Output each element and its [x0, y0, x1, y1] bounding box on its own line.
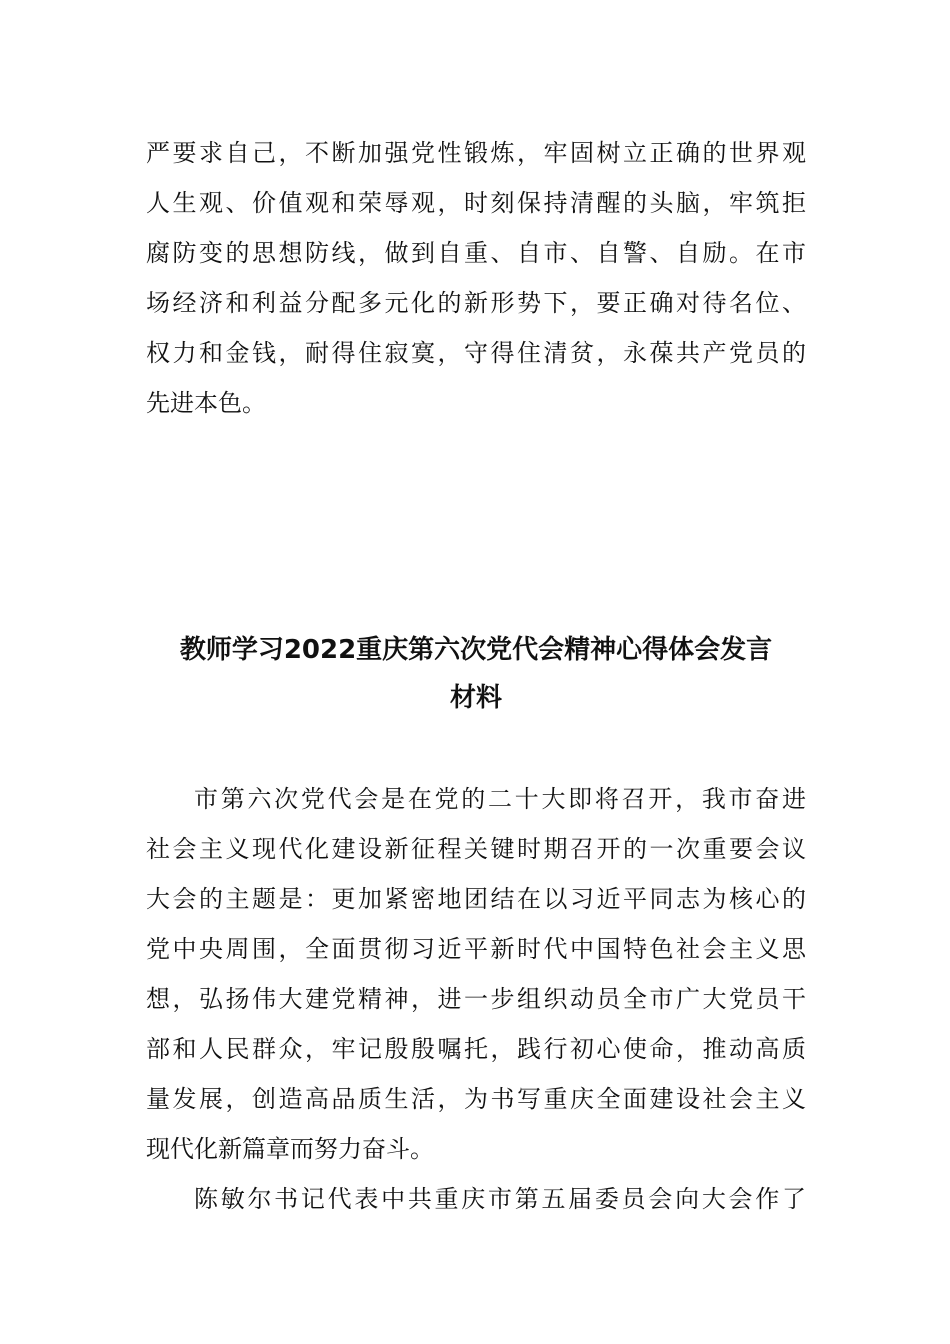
title-line: 教师学习2022重庆第六次党代会精神心得体会发言	[179, 635, 773, 665]
text-line: 量发展，创造高品质生活，为书写重庆全面建设社会主义	[146, 1085, 806, 1113]
text-line: 人生观、价值观和荣辱观，时刻保持清醒的头脑，牢筑拒	[146, 189, 806, 217]
text-line: 部和人民群众，牢记殷殷嘱托，践行初心使命，推动高质	[146, 1035, 806, 1063]
text-line: 党中央周围，全面贯彻习近平新时代中国特色社会主义思	[146, 935, 806, 963]
text-line: 现代化新篇章而努力奋斗。	[146, 1135, 434, 1163]
text-line: 严要求自己，不断加强党性锻炼，牢固树立正确的世界观	[146, 139, 806, 167]
text-line: 想，弘扬伟大建党精神，进一步组织动员全市广大党员干	[146, 985, 806, 1013]
text-line: 场经济和利益分配多元化的新形势下，要正确对待名位、	[146, 289, 806, 317]
text-line: 大会的主题是：更加紧密地团结在以习近平同志为核心的	[146, 885, 806, 913]
text-line: 先进本色。	[146, 389, 266, 417]
text-line: 社会主义现代化建设新征程关键时期召开的一次重要会议	[146, 835, 806, 863]
article-title	[146, 626, 806, 722]
body-text	[146, 774, 806, 1224]
text-line: 腐防变的思想防线，做到自重、自市、自警、自励。在市	[146, 239, 806, 267]
continuation-paragraph	[146, 128, 806, 428]
text-line: 权力和金钱，耐得住寂寞，守得住清贫，永葆共产党员的	[146, 339, 806, 367]
text-line: 市第六次党代会是在党的二十大即将召开，我市奋进	[194, 785, 806, 813]
title-line: 材料	[449, 683, 502, 713]
text-line: 陈敏尔书记代表中共重庆市第五届委员会向大会作了	[194, 1185, 806, 1213]
